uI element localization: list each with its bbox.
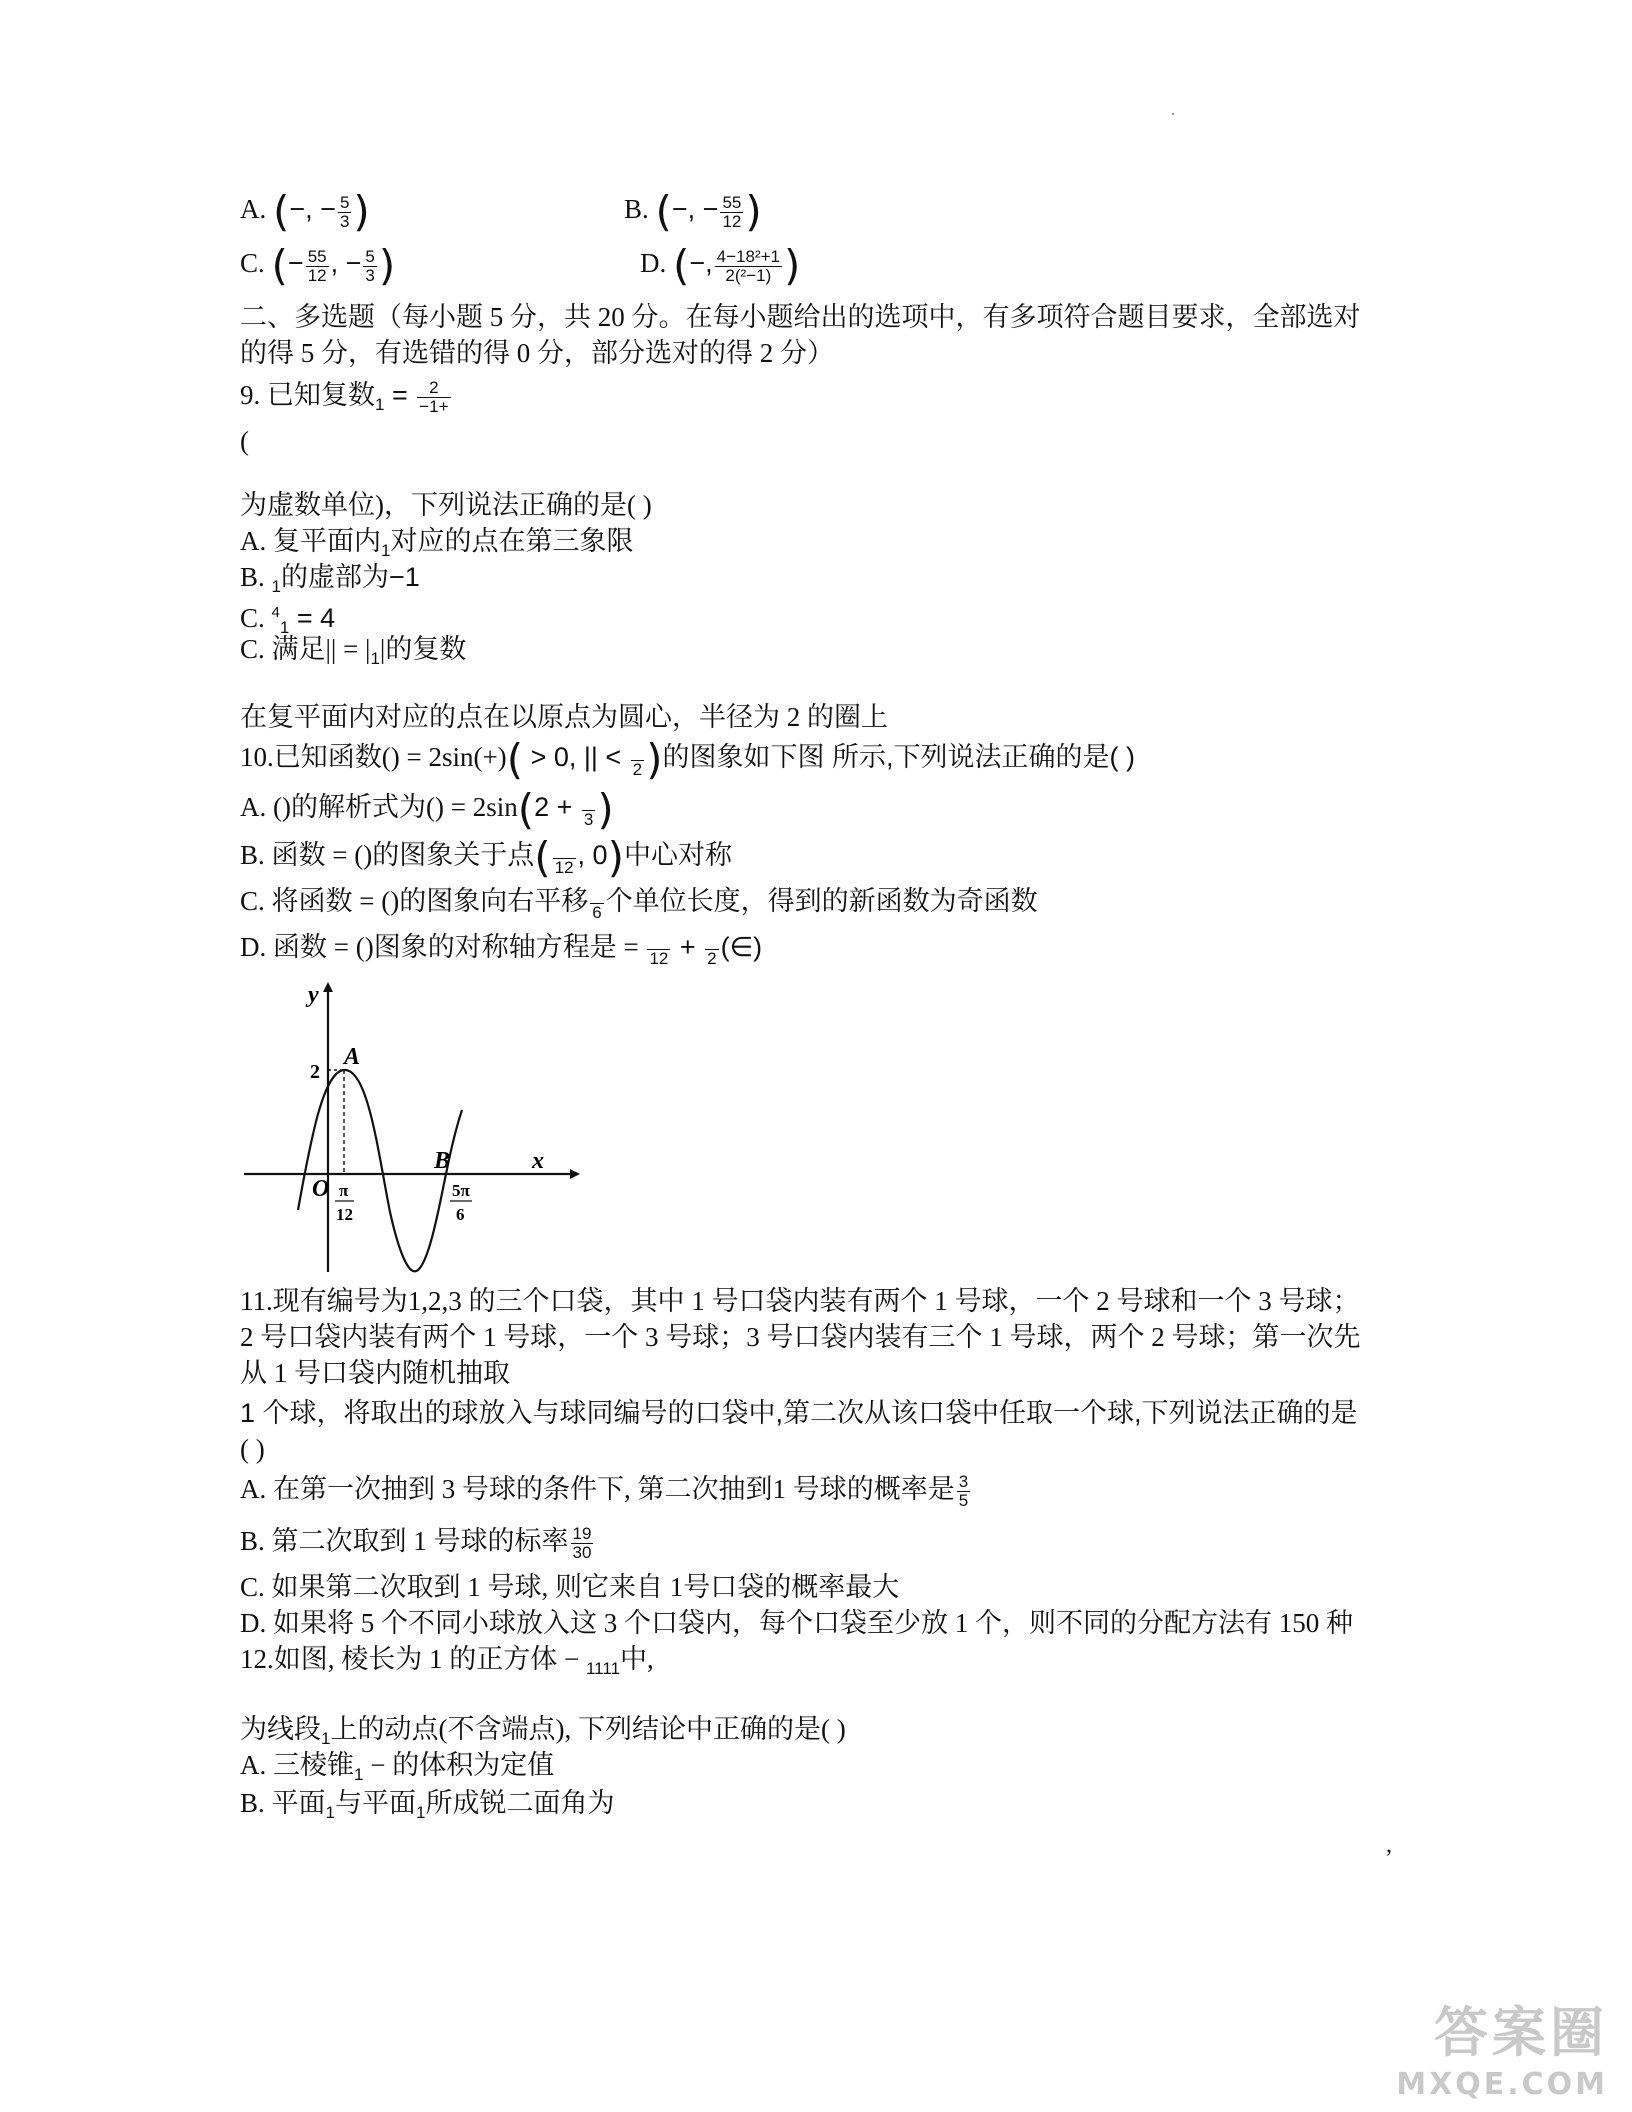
q11-line3: 从 1 号口袋内随机抽取: [240, 1358, 510, 1388]
q8-option-c: C. (− $\frac{55}{12}$ , − $\frac{5}{3}$ ): [240, 241, 396, 290]
stray-dot: ·: [1170, 104, 1176, 124]
q9-option-a: A. 复平面内$_1$对应的点在第三象限: [240, 526, 634, 560]
x-tick2-num: 5π: [452, 1181, 470, 1200]
q12-stem-cont: 为线段$_1$上的动点(不含端点), 下列结论中正确的是( ): [240, 1714, 846, 1748]
sine-graph-figure: [240, 982, 580, 1282]
y-axis-arrow: [323, 982, 333, 992]
q9-option-c: C. $^4_1$ = 4: [240, 603, 336, 637]
q12-option-b: B. 平面$_1$与平面$_1$所成锐二面角为: [240, 1788, 615, 1822]
q9-paren: (: [240, 426, 249, 456]
x-tick2-den: 6: [456, 1205, 465, 1224]
point-a-label: A: [344, 1044, 361, 1070]
q11-line4: 1 个球，将取出的球放入与球同编号的口袋中,第二次从该口袋中任取一个球,下列说法正确的是: [240, 1398, 1358, 1428]
q9-option-d: C. 满足|| = $|_1|$的复数: [240, 634, 467, 668]
section2-heading-line1: 二、多选题（每小题 5 分，共 20 分。在每小题给出的选项中，有多项符合题目要求，全部选对: [240, 302, 1361, 332]
x-axis-label: x: [532, 1148, 544, 1174]
watermark-logo: [1396, 1990, 1608, 2102]
y-tick-2: 2: [310, 1061, 320, 1083]
q10-option-c: C. 将函数 = ()的图象向右平移 6 个单位长度，得到的新函数为奇函数: [240, 886, 1038, 923]
section2-heading-line2: 的得 5 分，有选错的得 0 分，部分选对的得 2 分）: [240, 338, 834, 368]
stray-comma: ,: [1386, 1832, 1392, 1858]
q10-option-a: A. ()的解析式为() = 2sin(2 + 3 ): [240, 785, 614, 834]
q11-option-c: C. 如果第二次取到 1 号球, 则它来自 1号口袋的概率最大: [240, 1572, 900, 1602]
q11-line5: ( ): [240, 1434, 265, 1464]
q11-option-d: D. 如果将 5 个不同小球放入这 3 个口袋内，每个口袋至少放 1 个，则不同的分配方法有 150 种: [240, 1608, 1353, 1638]
q9-stem: 9. 已知复数$_1$ = $\frac{2}{-1+}$: [240, 378, 449, 417]
watermark-url: MXQE.COM: [1396, 2067, 1608, 2102]
x-axis-arrow: [570, 1169, 580, 1179]
q12-stem: 12.如图, 棱长为 1 的正方体 − $_{1111}$中,: [240, 1644, 654, 1678]
y-axis-label: y: [308, 982, 319, 1008]
x-tick1-den: 12: [336, 1205, 353, 1224]
q9-stem-cont: 为虚数单位)，下列说法正确的是( ): [240, 490, 652, 520]
q11-option-a: A. 在第一次抽到 3 号球的条件下, 第二次抽到1 号球的概率是 $\frac{3}{5}$: [240, 1472, 969, 1511]
q10-option-d: D. 函数 = ()图象的对称轴方程是 = 12 + 2 (∈): [240, 932, 763, 969]
q9-option-b: B. $_1$的虚部为−1: [240, 562, 420, 596]
q11-option-b: B. 第二次取到 1 号球的标率 $\frac{19}{30}$: [240, 1524, 592, 1563]
q8-option-d: D. (−, $\frac{\text{4−18²+1}}{\text{2(²−1)}}$ ): [640, 241, 801, 290]
q10-stem: 10.已知函数() = 2sin(+)( > 0, || < 2 )的图象如下图 所示,下列说法正确的是( ): [240, 735, 1136, 784]
x-tick1-num: π: [339, 1181, 349, 1200]
q12-option-a: A. 三棱锥$_1$ − 的体积为定值: [240, 1750, 555, 1784]
q8-option-b: B. (−, − $\frac{55}{12}$ ): [624, 187, 762, 236]
q10-option-b: B. 函数 = ()的图象关于点( 12 , 0)中心对称: [240, 833, 732, 882]
q8-option-a: A. (−, − $\frac{5}{3}$ ): [240, 187, 370, 236]
watermark-text: 答案圈: [1434, 2001, 1608, 2064]
point-b-label: B: [434, 1148, 451, 1174]
origin-label: O: [312, 1176, 330, 1202]
q11-line2: 2 号口袋内装有两个 1 号球，一个 3 号球；3 号口袋内装有三个 1 号球，两个 2 号球；第一次先: [240, 1322, 1361, 1352]
q9-option-d-cont: 在复平面内对应的点在以原点为圆心，半径为 2 的圈上: [240, 702, 888, 732]
q11-line1: 11.现有编号为1,2,3 的三个口袋，其中 1 号口袋内装有两个 1 号球，一个 2 号球和一个 3 号球；: [240, 1286, 1360, 1316]
